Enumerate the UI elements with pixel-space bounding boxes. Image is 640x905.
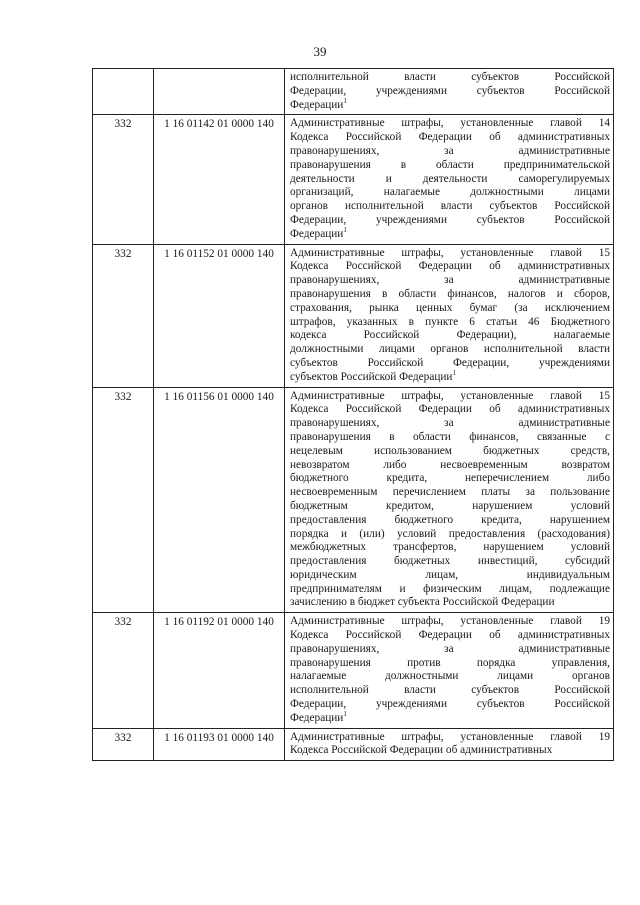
text-line: [290, 288, 610, 302]
text-line: [290, 368, 610, 385]
line-text: субъектов Российской Федерации: [290, 370, 453, 383]
budget-code-cell: [154, 69, 285, 115]
line-text: правонарушения в области финансов, связанные с: [290, 430, 610, 443]
budget-code-cell: 1 16 01152 01 0000 140: [154, 244, 285, 387]
text-line: [290, 643, 610, 657]
table-row: [93, 115, 614, 244]
line-text: Федерации: [290, 98, 344, 111]
text-line: [290, 131, 610, 145]
line-text: правонарушениях, за административные: [290, 642, 610, 655]
admin-code-cell: 332: [93, 244, 154, 387]
line-text: юридическим лицам, индивидуальным: [290, 568, 610, 581]
line-text: субъектов Российской Федерации, учреждениями: [290, 356, 610, 369]
line-text: Административные штрафы, установленные главой 15: [290, 389, 610, 402]
admin-code-cell: 332: [93, 613, 154, 728]
line-text: кодекса Российской Федерации), налагаемые: [290, 329, 610, 342]
revenue-name-cell: [285, 728, 614, 761]
line-text: Кодекса Российской Федерации об административных: [290, 744, 553, 757]
line-text: Федерации: [290, 711, 344, 724]
text-line: [290, 260, 610, 274]
text-line: [290, 486, 610, 500]
text-line: [290, 316, 610, 330]
text-line: [290, 145, 610, 159]
line-text: невозвратом либо несвоевременным возвратом: [290, 458, 610, 471]
line-text: правонарушениях, за административные: [290, 274, 610, 287]
text-line: [290, 200, 610, 214]
footnote-marker: 1: [452, 368, 456, 377]
line-text: Административные штрафы, установленные главой 19: [290, 730, 610, 743]
line-text: органов исполнительной власти субъектов Российской: [290, 200, 610, 213]
text-line: [290, 731, 610, 745]
line-text: Административные штрафы, установленные главой 14: [290, 117, 610, 130]
text-line: [290, 214, 610, 228]
line-text: Кодекса Российской Федерации об административных: [290, 260, 610, 273]
revenue-name-cell: [285, 613, 614, 728]
text-line: [290, 629, 610, 643]
text-line: [290, 528, 610, 542]
text-line: [290, 85, 610, 99]
line-text: организаций, налагаемые должностными лицами: [290, 186, 610, 199]
line-text: межбюджетных трансфертов, нарушением условий: [290, 541, 610, 554]
line-text: порядка и (или) условий предоставления (расходования): [290, 527, 610, 540]
table-row: [93, 244, 614, 387]
document-table: [92, 68, 614, 761]
text-line: [290, 541, 610, 555]
line-text: Федерации, учреждениями субъектов Российской: [290, 213, 610, 226]
line-text: бюджетным кредитом, нарушением условий: [290, 499, 610, 512]
revenue-name-cell: [285, 387, 614, 613]
text-line: [290, 117, 610, 131]
footnote-marker: 1: [343, 96, 347, 105]
line-text: деятельности и деятельности саморегулируемых: [290, 172, 610, 185]
line-text: правонарушениях, за административные: [290, 417, 610, 430]
text-line: [290, 390, 610, 404]
text-line: [290, 500, 610, 514]
line-text: Административные штрафы, установленные главой 15: [290, 246, 610, 259]
line-text: Административные штрафы, установленные главой 19: [290, 615, 610, 628]
table-row: [93, 613, 614, 728]
text-line: [290, 71, 610, 85]
text-line: [290, 583, 610, 597]
text-line: [290, 569, 610, 583]
line-text: правонарушения в области финансов, налогов и сборов,: [290, 287, 610, 300]
budget-code-cell: 1 16 01192 01 0000 140: [154, 613, 285, 728]
text-line: [290, 403, 610, 417]
line-text: Кодекса Российской Федерации об административных: [290, 629, 610, 642]
table-row: [93, 728, 614, 761]
admin-code-cell: 332: [93, 115, 154, 244]
text-line: [290, 329, 610, 343]
line-text: исполнительной власти субъектов Российской: [290, 684, 610, 697]
line-text: налагаемые должностными лицами органов: [290, 670, 610, 683]
text-line: [290, 472, 610, 486]
text-line: [290, 445, 610, 459]
text-line: [290, 712, 610, 726]
line-text: правонарушения против порядка управления,: [290, 656, 610, 669]
text-line: [290, 555, 610, 569]
text-line: [290, 744, 610, 758]
line-text: должностными лицами органов исполнительной власти: [290, 343, 610, 356]
budget-code-cell: 1 16 01193 01 0000 140: [154, 728, 285, 761]
line-text: страхования, рынка ценных бумаг (за исключением: [290, 301, 610, 314]
admin-code-cell: 332: [93, 728, 154, 761]
line-text: несвоевременным перечислением платы за пользование: [290, 486, 610, 499]
line-text: предпринимателям и физическим лицам, подлежащие: [290, 582, 610, 595]
line-text: Кодекса Российской Федерации об административных: [290, 131, 610, 144]
text-line: [290, 670, 610, 684]
table-row: [93, 69, 614, 115]
text-line: [290, 96, 610, 113]
text-line: [290, 247, 610, 261]
text-line: [290, 657, 610, 671]
line-text: исполнительной власти субъектов Российской: [290, 71, 610, 83]
text-line: [290, 357, 610, 371]
text-line: [290, 615, 610, 629]
text-line: [290, 173, 610, 187]
text-line: [290, 343, 610, 357]
footnote-marker: 1: [343, 226, 347, 234]
text-line: [290, 228, 610, 242]
line-text: Федерации, учреждениями субъектов Российской: [290, 698, 610, 711]
line-text: нецелевым использованием бюджетных средств,: [290, 444, 610, 457]
line-text: зачислению в бюджет субъекта Российской Федерации: [290, 596, 555, 609]
line-text: предоставления бюджетных инвестиций, субсидий: [290, 555, 610, 568]
line-text: предоставления бюджетного кредита, нарушением: [290, 513, 610, 526]
revenue-name-cell: [285, 69, 614, 115]
line-text: бюджетного кредита, неперечислением либо: [290, 472, 610, 485]
admin-code-cell: 332: [93, 387, 154, 613]
text-line: [290, 684, 610, 698]
text-line: [290, 459, 610, 473]
revenue-name-cell: [285, 244, 614, 387]
text-line: [290, 431, 610, 445]
budget-code-cell: 1 16 01142 01 0000 140: [154, 115, 285, 244]
text-line: [290, 274, 610, 288]
text-line: [290, 302, 610, 316]
text-line: [290, 698, 610, 712]
text-line: [290, 514, 610, 528]
text-line: [290, 417, 610, 431]
footnote-marker: 1: [343, 710, 347, 719]
revenue-name-cell: [285, 115, 614, 244]
text-line: [290, 596, 610, 610]
line-text: Кодекса Российской Федерации об административных: [290, 403, 610, 416]
line-text: правонарушениях, за административные: [290, 144, 610, 157]
table-row: [93, 387, 614, 613]
line-text: Федерации, учреждениями субъектов Российской: [290, 84, 610, 97]
text-line: [290, 159, 610, 173]
line-text: Федерации: [290, 227, 344, 240]
line-text: правонарушения в области предпринимательской: [290, 158, 610, 171]
line-text: штрафов, указанных в пункте 6 статьи 46 Бюджетного: [290, 315, 610, 328]
budget-code-cell: 1 16 01156 01 0000 140: [154, 387, 285, 613]
text-line: [290, 186, 610, 200]
page-number: 39: [313, 44, 327, 59]
admin-code-cell: [93, 69, 154, 115]
